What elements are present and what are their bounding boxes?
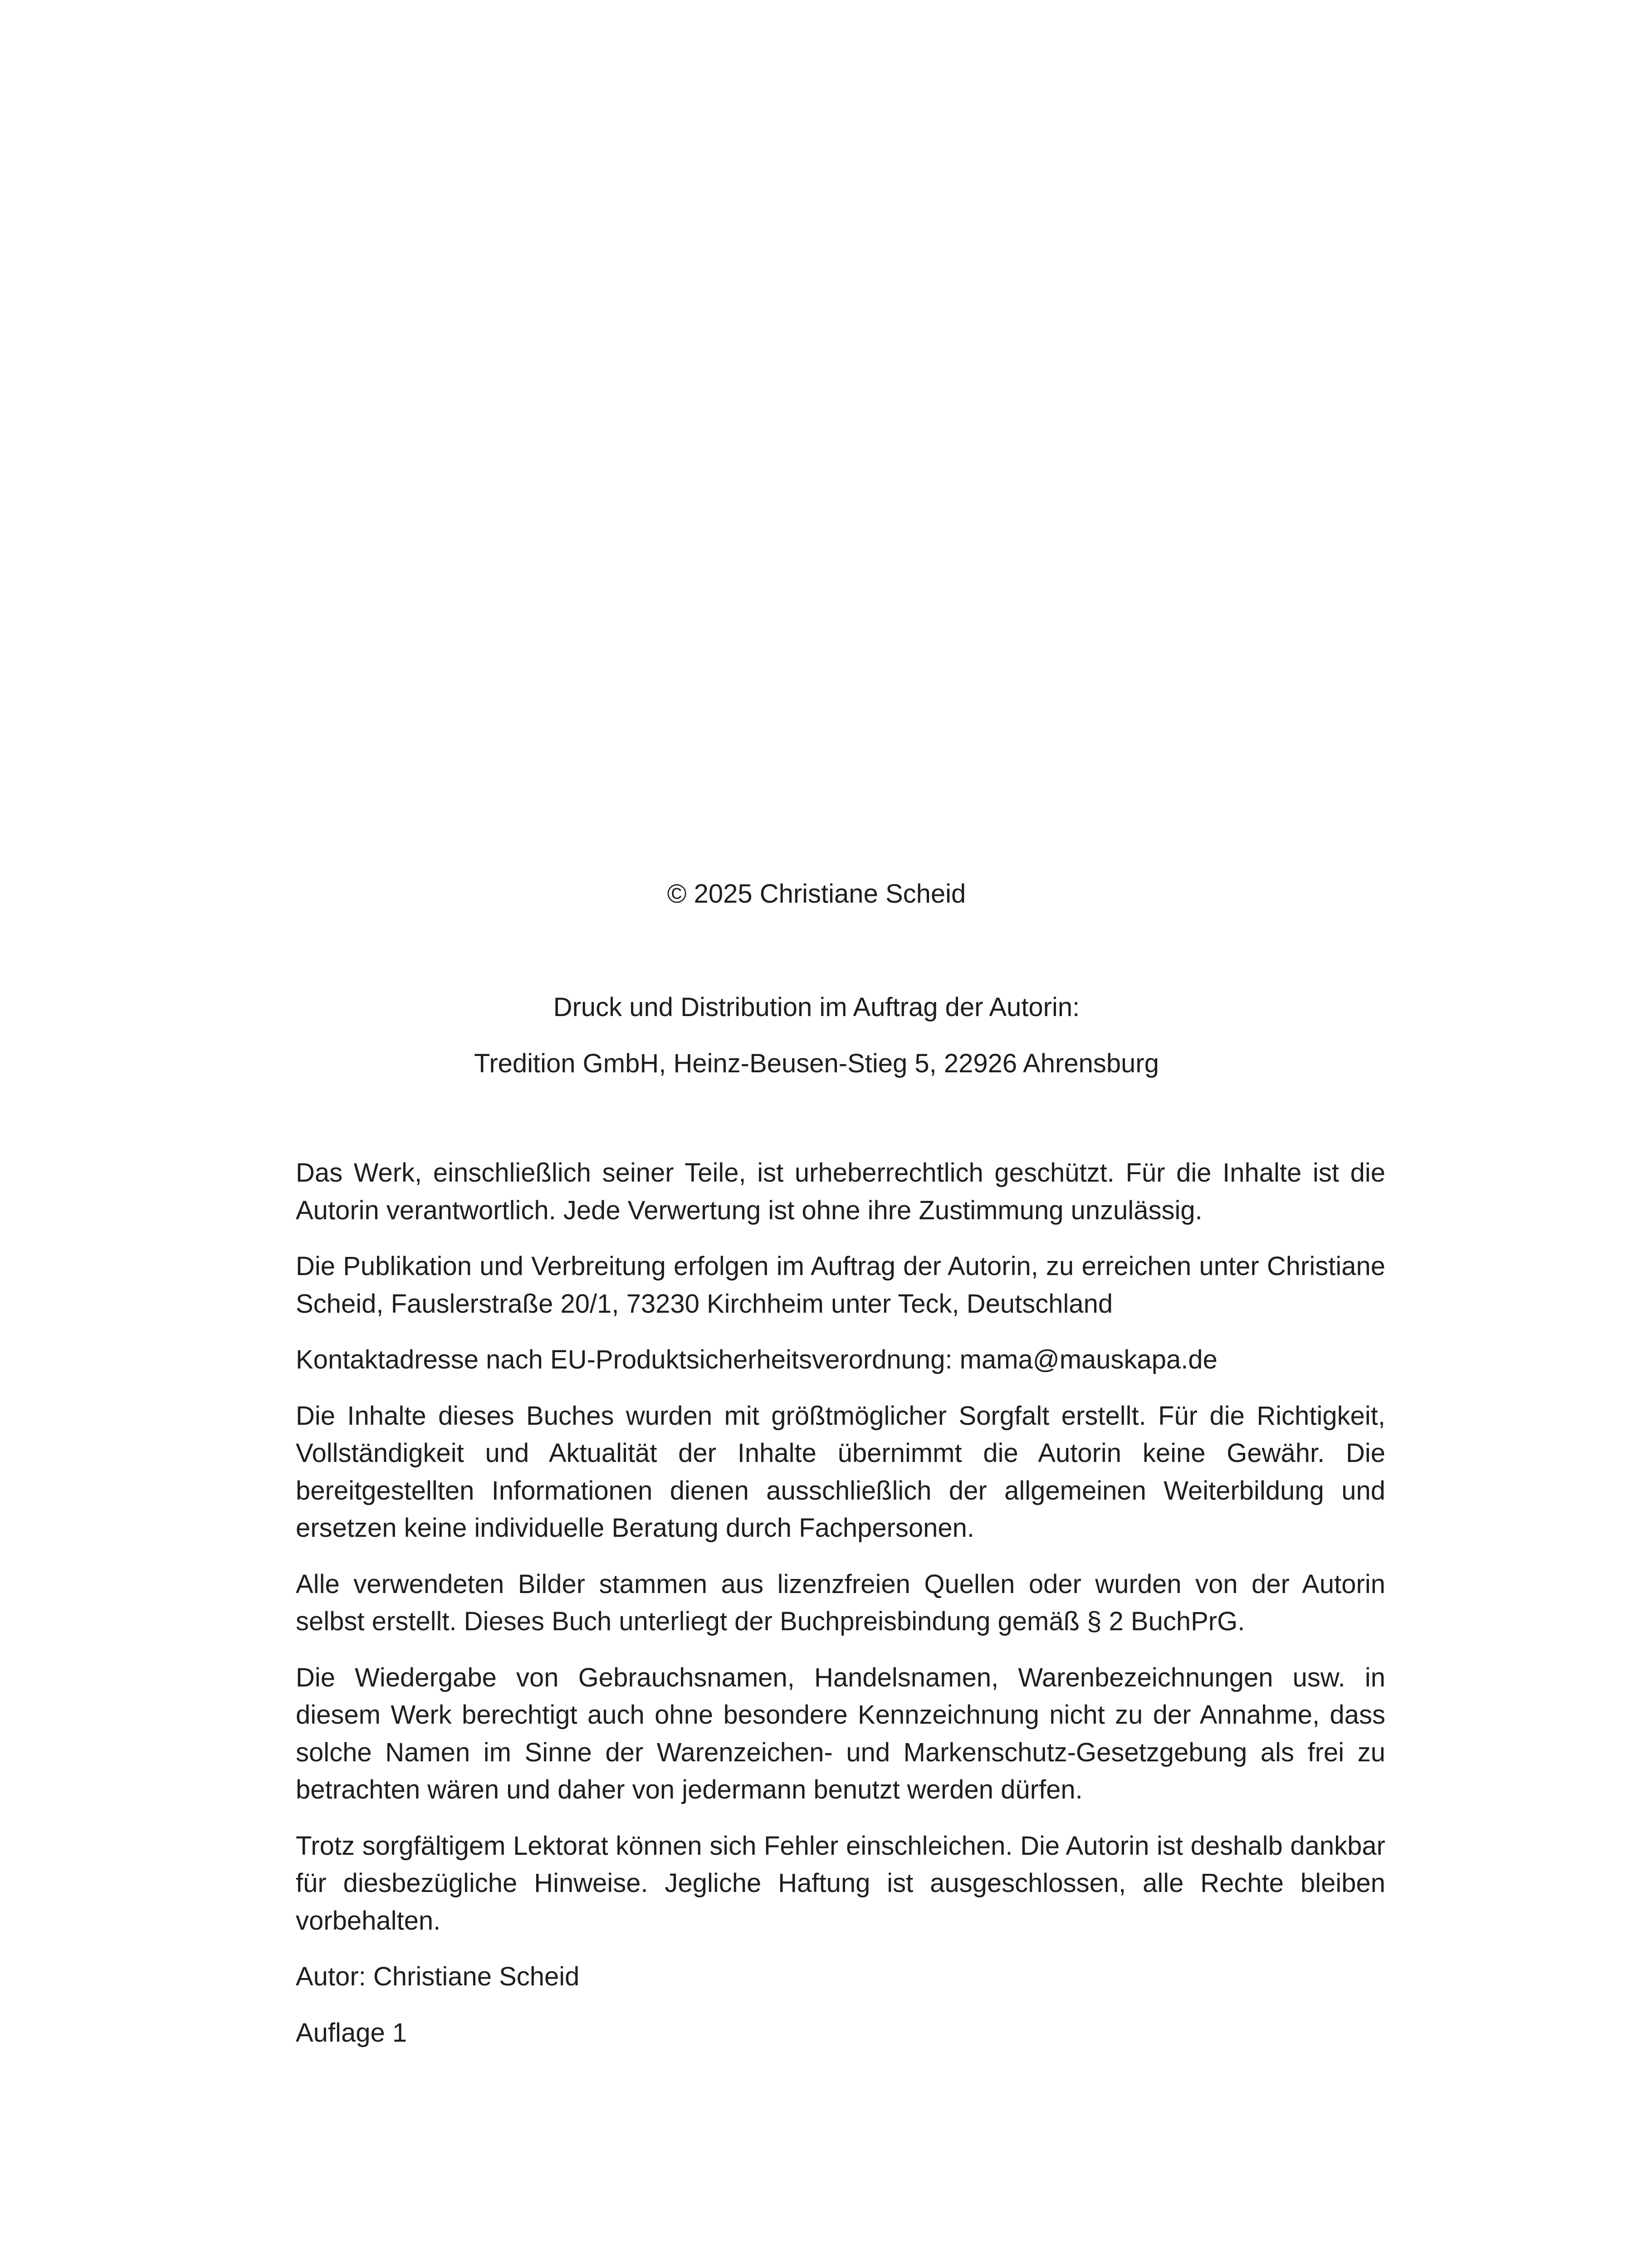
liability-paragraph: Trotz sorgfältigem Lektorat können sich Fehler einschleichen. Die Autorin ist deshalb dankbar für diesbezügliche Hinweise. Jegliche Haftung ist ausgeschlossen, alle Rechte bleiben vorbehalten.: [296, 1831, 1385, 1936]
imprint-body: [296, 1154, 1385, 2070]
distribution-heading: Druck und Distribution im Auftrag der Autorin:: [553, 992, 1080, 1022]
publisher-address: Tredition GmbH, Heinz-Beusen-Stieg 5, 22926 Ahrensburg: [474, 1049, 1159, 1078]
copyright-paragraph: Das Werk, einschließlich seiner Teile, ist urheberrechtlich geschützt. Für die Inhalte ist die Autorin verantwortlich. Jede Verwertung ist ohne ihre Zustimmung unzulässig.: [296, 1158, 1385, 1225]
publication-paragraph: Die Publikation und Verbreitung erfolgen im Auftrag der Autorin, zu erreichen unter Christiane Scheid, Fauslerstraße 20/1, 73230 Kirchheim unter Teck, Deutschland: [296, 1251, 1385, 1319]
images-paragraph: Alle verwendeten Bilder stammen aus lizenzfreien Quellen oder wurden von der Autorin selbst erstellt. Dieses Buch unterliegt der Buchpreisbindung gemäß § 2 BuchPrG.: [296, 1569, 1385, 1636]
author-line: Autor: Christiane Scheid: [296, 1962, 580, 1991]
trademark-paragraph: Die Wiedergabe von Gebrauchsnamen, Handelsnamen, Warenbezeichnungen usw. in diesem Werk berechtigt auch ohne besondere Kennzeichnung nicht zu der Annahme, dass solche Namen im Sinne der Warenzeichen- und Markenschutz-Gesetzgebung als frei zu betrachten wären und daher von jedermann benutzt werden dürfen.: [296, 1662, 1385, 1804]
disclaimer-paragraph: Die Inhalte dieses Buches wurden mit größtmöglicher Sorgfalt erstellt. Für die Richtigkeit, Vollständigkeit und Aktualität der Inhalte übernimmt die Autorin keine Gewähr. Die bereitgestellten Informationen dienen ausschließlich der allgemeinen Weiterbildung und ersetzen keine individuelle Beratung durch Fachpersonen.: [296, 1401, 1385, 1543]
contact-paragraph: Kontaktadresse nach EU-Produktsicherheitsverordnung: mama@mauskapa.de: [296, 1345, 1217, 1374]
edition-line: Auflage 1: [296, 2018, 407, 2048]
copyright-notice: © 2025 Christiane Scheid: [667, 879, 966, 909]
